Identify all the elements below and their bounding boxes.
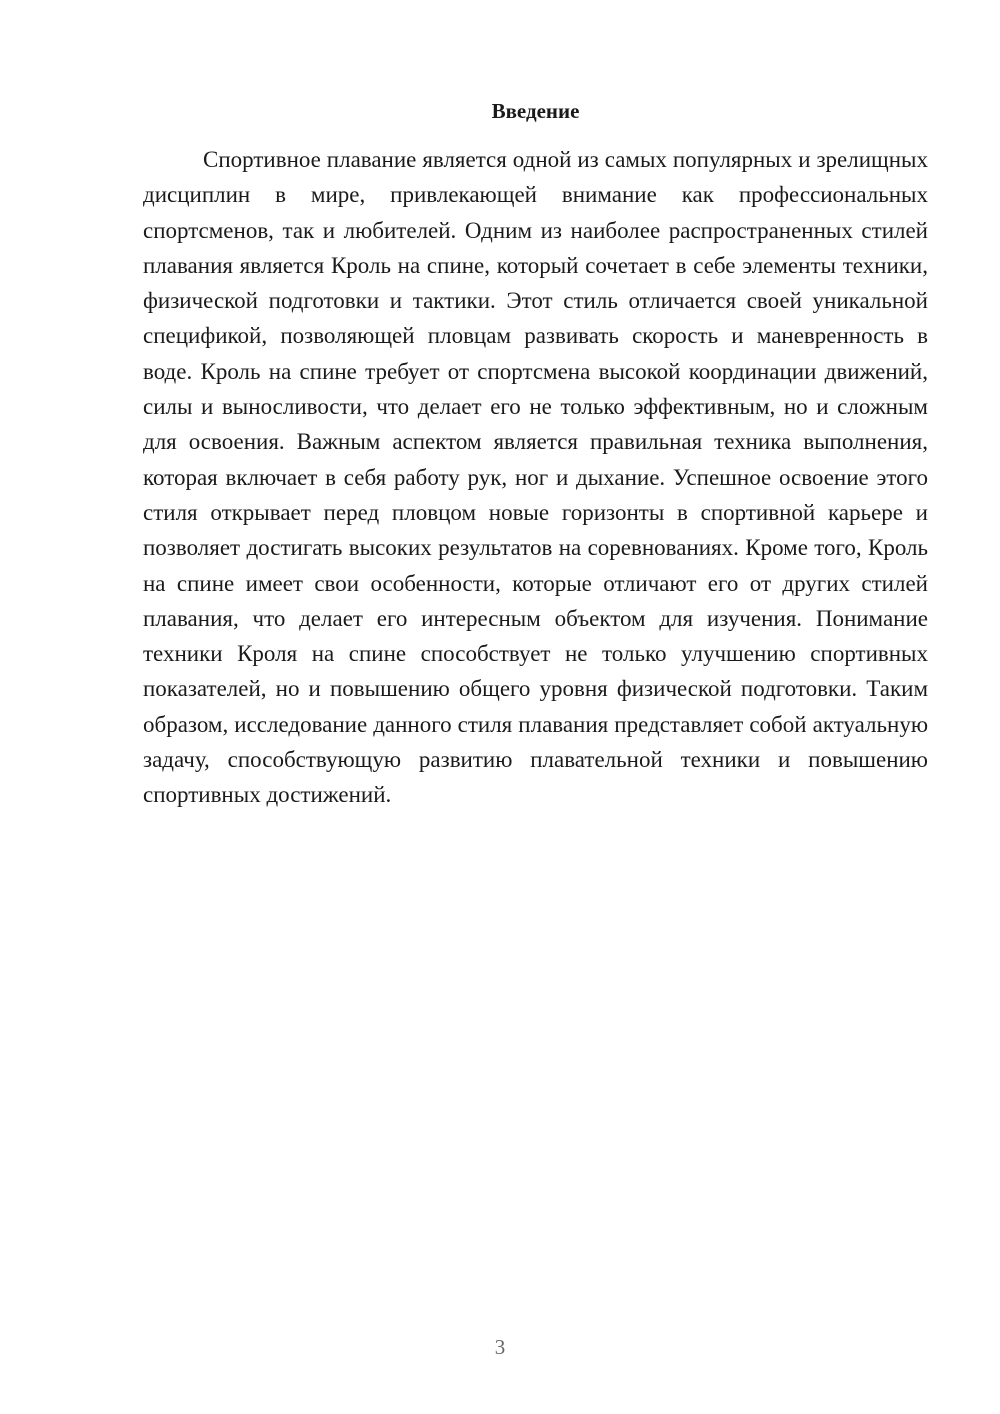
page-number: 3 [494, 1335, 506, 1359]
body-paragraph: Спортивное плавание является одной из самых популярных и зрелищных дисциплин в мире, привлекающей внимание как профессиональных спортсменов, так и любителей. Одним из наиболее распространенных стилей плавания является Кроль на спине, который сочетает в себе элементы техники, физической подготовки и тактики. Этот стиль отличается своей уникальной спецификой, позволяющей пловцам развивать скорость и маневренность в воде. Кроль на спине требует от спортсмена высокой координации движений, силы и выносливости, что делает его не только эффективным, но и сложным для освоения. Важным аспектом является правильная техника выполнения, которая включает в себя работу рук, ног и дыхание. Успешное освоение этого стиля открывает перед пловцом новые горизонты в спортивной карьере и позволяет достигать высоких результатов на соревнованиях. Кроме того, Кроль на спине имеет свои особенности, которые отличают его от других стилей плавания, что делает его интересным объектом для изучения. Понимание техники Кроля на спине способствует не только улучшению спортивных показателей, но и повышению общего уровня физической подготовки. Таким образом, исследование данного стиля плавания представляет собой актуальную задачу, способствующую развитию плавательной техники и повышению спортивных достижений. [143, 147, 928, 808]
section-heading: Введение [491, 99, 580, 123]
